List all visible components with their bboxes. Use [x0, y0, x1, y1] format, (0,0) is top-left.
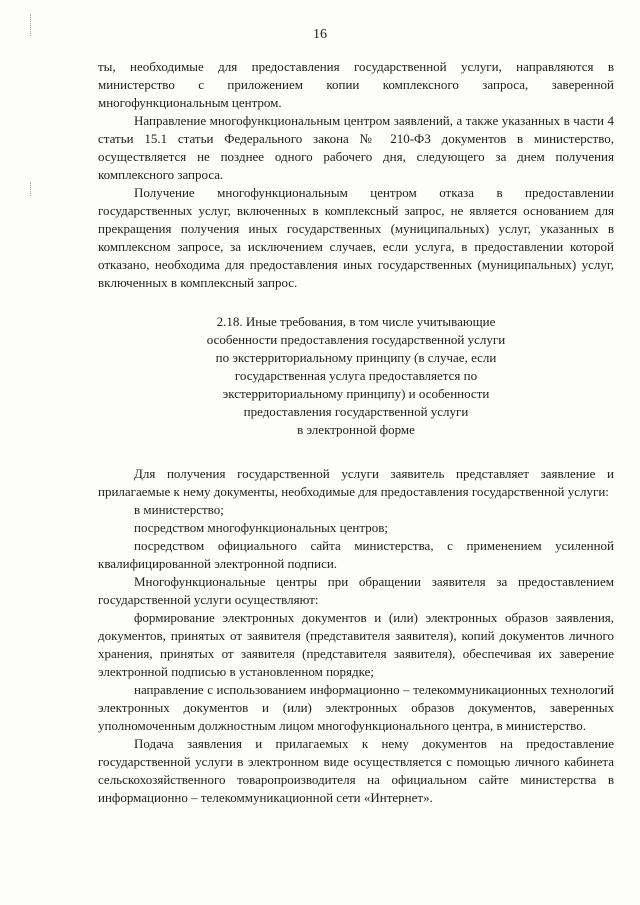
section-heading-line: экстерриториальному принципу) и особенности	[222, 386, 490, 401]
paragraph: Для получения государственной услуги заявитель представляет заявление и прилагаемые к нему документы, необходимые для предоставления государственной услуги:	[98, 466, 614, 499]
paragraph: Получение многофункциональным центром отказа в предоставлении государственных услуг, включенных в комплексный запрос, не является основанием для прекращения получения иных государственных (муниципальных) услуг, указанных в комплексном запросе, за исключением случаев, если услуга, в предоставлении которой отказано, необходима для предоставления иных государственных (муниципальных) услуг, включенных в комплексный запрос.	[98, 185, 614, 290]
list-item: в министерство;	[134, 502, 224, 517]
section-heading-line: особенности предоставления государственной услуги	[206, 332, 506, 347]
list-item: формирование электронных документов и (или) электронных образов заявления, документов, принятых от заявителя (представителя заявителя), копий документов личного хранения, принятых от заявителя (представителя заявителя), обеспечивая их заверение электронной подписью в установленном порядке;	[98, 610, 614, 679]
section-heading-line: по экстерриториальному принципу (в случае, если	[215, 350, 497, 365]
section-heading-line: предоставления государственной услуги	[243, 404, 469, 419]
section-heading	[98, 313, 614, 439]
list-item: посредством многофункциональных центров;	[134, 520, 388, 535]
paragraph: Направление многофункциональным центром заявлений, а также указанных в части 4 статьи 15.1 статьи Федерального закона № 210-ФЗ документов в министерство, осуществляется не позднее одного рабочего дня, следующего за днем получения комплексного запроса.	[98, 113, 614, 182]
page-number: 16	[313, 27, 327, 42]
section-heading-line: 2.18. Иные требования, в том числе учитывающие	[216, 314, 496, 329]
scan-margin-mark	[30, 182, 32, 196]
document-body	[98, 58, 614, 807]
section-heading-line: государственная услуга предоставляется по	[234, 368, 478, 383]
section-heading-line: в электронной форме	[297, 422, 415, 437]
list-item: посредством официального сайта министерства, с применением усиленной квалифицированной электронной подписи.	[98, 538, 614, 571]
paragraph: ты, необходимые для предоставления государственной услуги, направляются в министерство с приложением копии комплексного запроса, заверенной многофункциональным центром.	[98, 59, 614, 110]
paragraph: Многофункциональные центры при обращении заявителя за предоставлением государственной услуги осуществляют:	[98, 574, 614, 607]
list-item: направление с использованием информационно – телекоммуникационных технологий электронных документов и (или) электронных образов документов, заверенных уполномоченным должностным лицом многофункционального центра, в министерство.	[98, 682, 614, 733]
paragraph: Подача заявления и прилагаемых к нему документов на предоставление государственной услуги в электронном виде осуществляется с помощью личного кабинета сельскохозяйственного товаропроизводителя на официальном сайте министерства в информационно – телекоммуникационной сети «Интернет».	[98, 736, 614, 805]
